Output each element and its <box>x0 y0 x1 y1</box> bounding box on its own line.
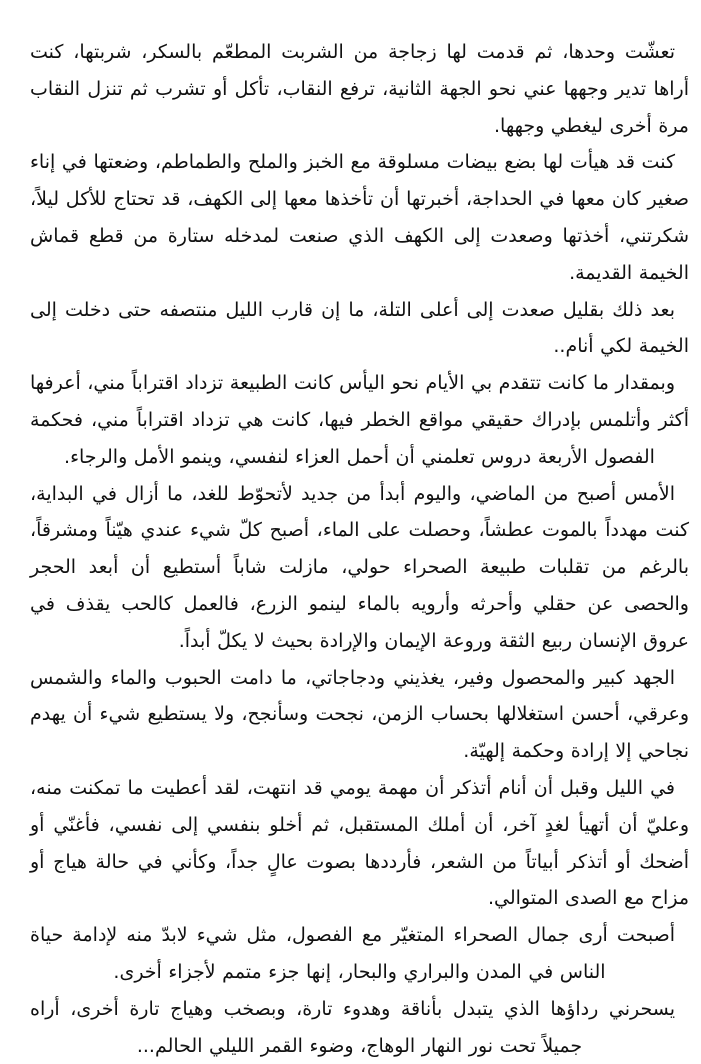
paragraph-6: الجهد كبير والمحصول وفير، يغذيني ودجاجاتي، ما دامت الحبوب والماء والشمس وعرقي، أحسن استغلالها بحساب الزمن، نجحت وسأنجح، ولا يستطيع شيء أن يهدم نجاحي إلا إرادة وحكمة إلهيّة. <box>30 666 689 763</box>
paragraph-7: في الليل وقبل أن أنام أتذكر أن مهمة يومي قد انتهت، لقد أعطيت ما تمكنت منه، وعليّ أن أتهيأ لغدٍ آخر، أن أملك المستقبل، ثم أخلو بنفسي إلى نفسي، فأغنّي أو أضحك أو أتذكر أبياتاً من الشعر، فأرددها بصوت عالٍ جداً، وكأني في حالة هياج أو مزاح مع الصدى المتوالي. <box>30 776 689 910</box>
paragraph-9: يسحرني رداؤها الذي يتبدل بأناقة وهدوء تارة، وبصخب وهياج تارة أخرى، أراه جميلاً تحت نور النهار الوهاج، وضوء القمر الليلي الحالم... <box>30 997 675 1057</box>
paragraph-5: الأمس أصبح من الماضي، واليوم أبدأ من جديد لأتحوّط للغد، ما أزال في البداية، كنت مهدداً بالموت عطشاً، وحصلت على الماء، أصبح كلّ شيء عندي هيّناً ومشرقاً، بالرغم من تقلبات طبيعة الصحراء حولي، مازلت شاباً أستطيع أن أبعد الحجر والحصى عن حقلي وأحرثه وأرويه بالماء لينمو الزرع، فالعمل كالحب يقذف في عروق الإنسان ربيع الثقة وروعة الإيمان والإرادة بحيث لا يكلّ أبداً. <box>30 482 689 652</box>
paragraph-1: تعشّت وحدها، ثم قدمت لها زجاجة من الشربت المطعّم بالسكر، شربتها، كنت أراها تدير وجهها عني نحو الجهة الثانية، ترفع النقاب، تأكل أو تشرب ثم تنزل النقاب مرة أخرى ليغطي وجهها. <box>30 41 689 137</box>
paragraph-4: وبمقدار ما كانت تتقدم بي الأيام نحو اليأس كانت الطبيعة تزداد اقتراباً مني، أعرفها أكثر وأتلمس بإدراك حقيقي مواقع الخطر فيها، كانت هي تزداد اقتراباً مني، فحكمة الفصول الأربعة دروس تعلمني أن أحمل العزاء لنفسي، وينمو الأمل والرجاء. <box>30 372 689 468</box>
paragraph-3: بعد ذلك بقليل صعدت إلى أعلى التلة، ما إن قارب الليل منتصفه حتى دخلت إلى الخيمة لكي أنام.. <box>30 298 689 358</box>
paragraph-2: كنت قد هيأت لها بضع بيضات مسلوقة مع الخبز والملح والطماطم، وضعتها في إناء صغير كان معها في الحداجة، أخبرتها أن تأخذها معها إلى الكهف، قد تحتاج للأكل ليلاً، شكرتني، أخذتها وصعدت إلى الكهف الذي صنعت لمدخله ستارة من قطع قماش الخيمة القديمة. <box>30 151 689 284</box>
paragraph-8: أصبحت أرى جمال الصحراء المتغيّر مع الفصول، مثل شيء لابدّ منه لإدامة حياة الناس في المدن والبراري والبحار، إنها جزء متمم لأجزاء أخرى. <box>30 924 675 983</box>
